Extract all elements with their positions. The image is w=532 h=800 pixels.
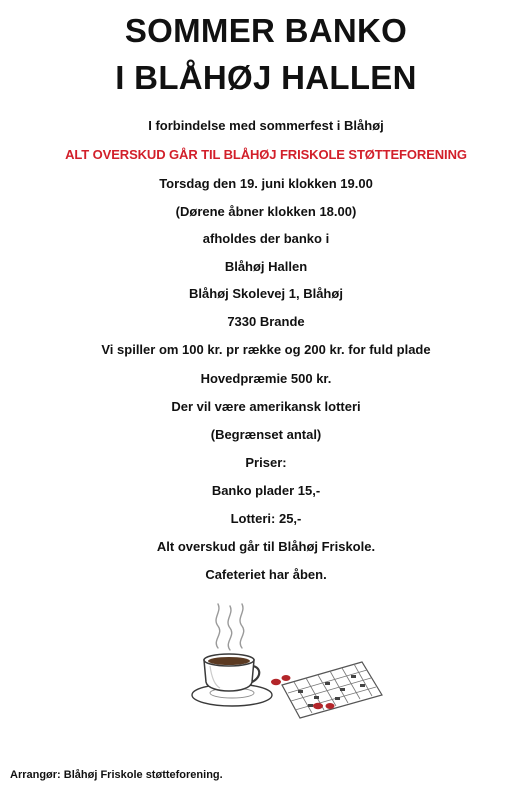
venue-name: Blåhøj Hallen (224, 259, 308, 274)
doors-open: (Dørene åbner klokken 18.00) (175, 204, 357, 219)
venue-address: Blåhøj Skolevej 1, Blåhøj (189, 286, 343, 301)
limited-quantity: (Begrænset antal) (210, 427, 322, 442)
main-prize: Hovedpræmie 500 kr. (200, 371, 332, 386)
prize-info: Vi spiller om 100 kr. pr række og 200 kr. for fuld plade (101, 342, 431, 357)
event-date: Torsdag den 19. juni klokken 19.00 (159, 176, 373, 191)
venue-postcode: 7330 Brande (227, 314, 305, 329)
poster-title-line-1: SOMMER BANKO (124, 12, 408, 49)
cafeteria-open: Cafeteriet har åben. (205, 567, 327, 582)
bingo-card-icon (282, 662, 382, 718)
price-lottery: Lotteri: 25,- (230, 511, 302, 526)
lottery-info: Der vil være amerikansk lotteri (171, 399, 361, 414)
steam-icon (216, 604, 244, 650)
prices-heading: Priser: (245, 455, 287, 470)
organizer-footer: Arrangør: Blåhøj Friskole støtteforening. (10, 769, 223, 781)
profit-notice-red: ALT OVERSKUD GÅR TIL BLÅHØJ FRISKOLE STØTTEFORENING (65, 147, 467, 162)
poster-title-line-2: I BLÅHØJ HALLEN (115, 59, 417, 96)
held-at-text: afholdes der banko i (202, 231, 330, 246)
coffee-cup-icon (204, 654, 259, 691)
coffee-bingo-illustration (190, 600, 390, 720)
profit-friskole: Alt overskud går til Blåhøj Friskole. (156, 539, 376, 554)
intro-text: I forbindelse med sommerfest i Blåhøj (148, 118, 384, 133)
price-bingo-cards: Banko plader 15,- (211, 483, 321, 498)
